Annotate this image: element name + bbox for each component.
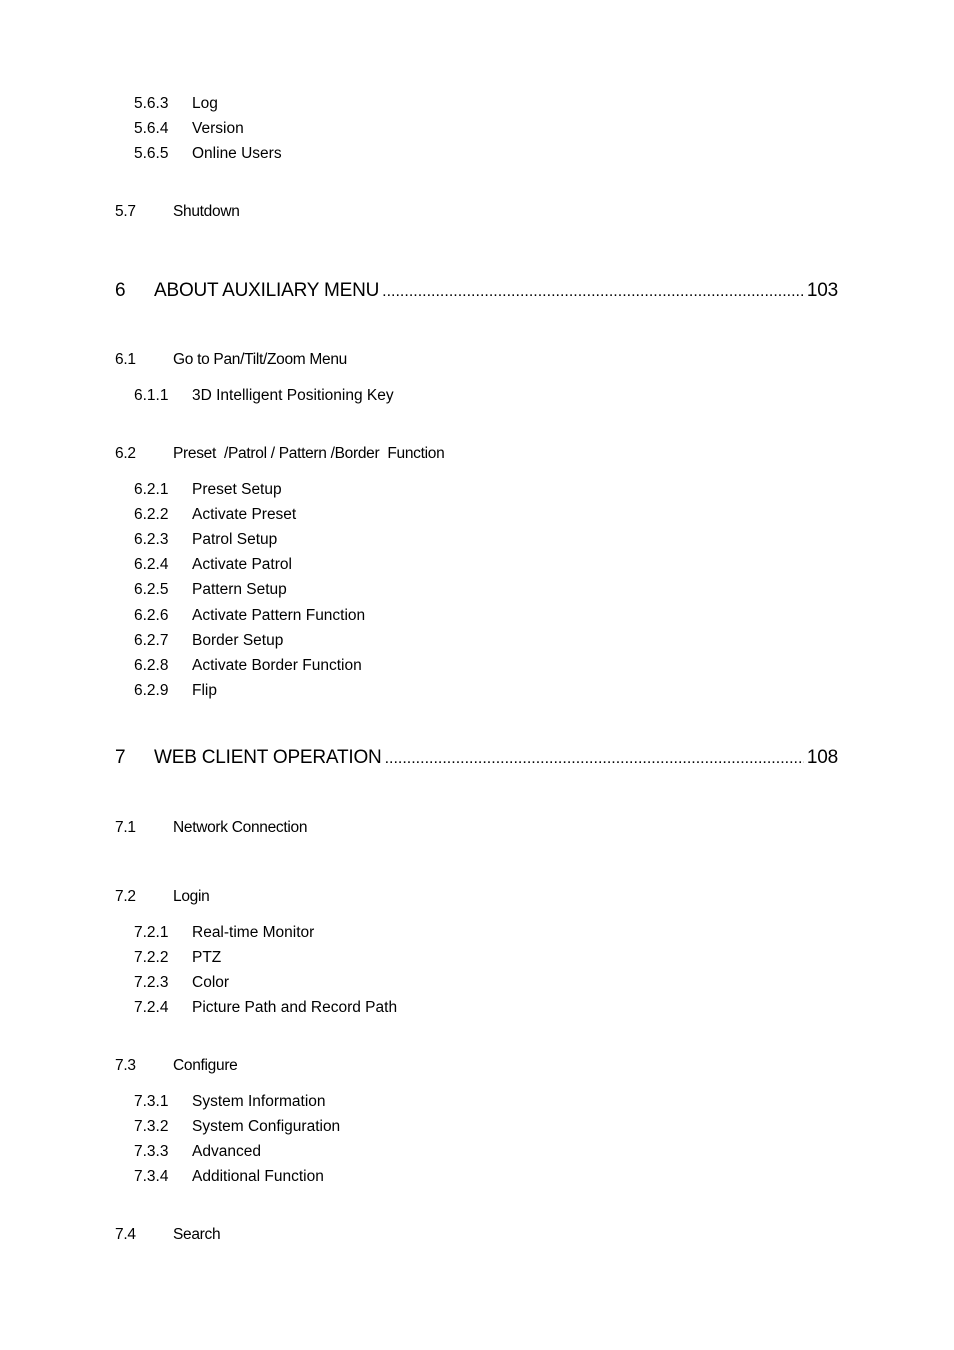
section-title: Login — [173, 888, 210, 905]
section-title: Preset Setup — [192, 481, 282, 498]
section-title: System Information — [192, 1093, 326, 1110]
section-number: 7.2.3 — [134, 974, 169, 991]
section-title: Activate Pattern Function — [192, 607, 366, 624]
page-number: 108 — [806, 747, 838, 768]
section-number: 5.6.5 — [134, 145, 169, 162]
section-number: 7.2 — [115, 888, 136, 905]
section-number: 7.3.3 — [134, 1143, 169, 1160]
chapter-number: 7 — [115, 747, 126, 768]
section-number: 7.2.4 — [134, 999, 169, 1016]
section-number: 7.2.2 — [134, 949, 169, 966]
section-title: Patrol Setup — [192, 531, 278, 548]
section-title: Version — [192, 120, 244, 137]
section-number: 5.6.4 — [134, 120, 169, 137]
section-title: Advanced — [192, 1143, 261, 1160]
section-number: 6.1 — [115, 351, 136, 368]
section-title: Online Users — [192, 145, 282, 162]
section-number: 7.3 — [115, 1057, 136, 1074]
chapter-number: 6 — [115, 280, 126, 301]
section-number: 6.2.1 — [134, 481, 169, 498]
dot-leader — [385, 746, 804, 772]
section-title: Network Connection — [173, 819, 308, 836]
section-title: Flip — [192, 682, 217, 699]
section-number: 6.2.9 — [134, 682, 169, 699]
section-number: 6.2 — [115, 445, 136, 462]
section-number: 6.2.7 — [134, 632, 169, 649]
section-number: 5.6.3 — [134, 95, 169, 112]
section-number: 6.2.8 — [134, 657, 169, 674]
section-title: Go to Pan/Tilt/Zoom Menu — [173, 351, 347, 368]
section-title: Color — [192, 974, 230, 991]
section-title: Real-time Monitor — [192, 924, 315, 941]
section-number: 6.2.3 — [134, 531, 169, 548]
section-title: Activate Preset — [192, 506, 297, 523]
section-number: 7.2.1 — [134, 924, 169, 941]
chapter-title: WEB CLIENT OPERATION — [154, 747, 382, 768]
section-number: 6.2.4 — [134, 556, 169, 573]
section-title: Activate Patrol — [192, 556, 292, 573]
section-title: Search — [173, 1226, 221, 1243]
section-number: 6.1.1 — [134, 387, 169, 404]
page-number: 103 — [806, 280, 838, 301]
section-title: Preset /Patrol / Pattern /Border Function — [173, 445, 445, 462]
section-number: 7.4 — [115, 1226, 136, 1243]
section-title: Picture Path and Record Path — [192, 999, 398, 1016]
section-title: Additional Function — [192, 1168, 324, 1185]
dot-leader — [382, 279, 804, 305]
section-title: Shutdown — [173, 203, 240, 220]
section-title: Pattern Setup — [192, 581, 287, 598]
section-number: 6.2.2 — [134, 506, 169, 523]
section-title: Log — [192, 95, 218, 112]
section-title: Border Setup — [192, 632, 284, 649]
section-number: 7.3.2 — [134, 1118, 169, 1135]
section-title: PTZ — [192, 949, 222, 966]
section-number: 7.3.1 — [134, 1093, 169, 1110]
section-number: 5.7 — [115, 203, 136, 220]
section-title: System Configuration — [192, 1118, 341, 1135]
section-number: 6.2.5 — [134, 581, 169, 598]
section-title: 3D Intelligent Positioning Key — [192, 387, 394, 404]
section-title: Configure — [173, 1057, 238, 1074]
chapter-title: ABOUT AUXILIARY MENU — [154, 280, 380, 301]
section-number: 7.3.4 — [134, 1168, 169, 1185]
section-title: Activate Border Function — [192, 657, 362, 674]
section-number: 7.1 — [115, 819, 136, 836]
toc-chapter-6[interactable] — [115, 278, 838, 304]
section-number: 6.2.6 — [134, 607, 169, 624]
toc-chapter-7[interactable] — [115, 745, 838, 771]
